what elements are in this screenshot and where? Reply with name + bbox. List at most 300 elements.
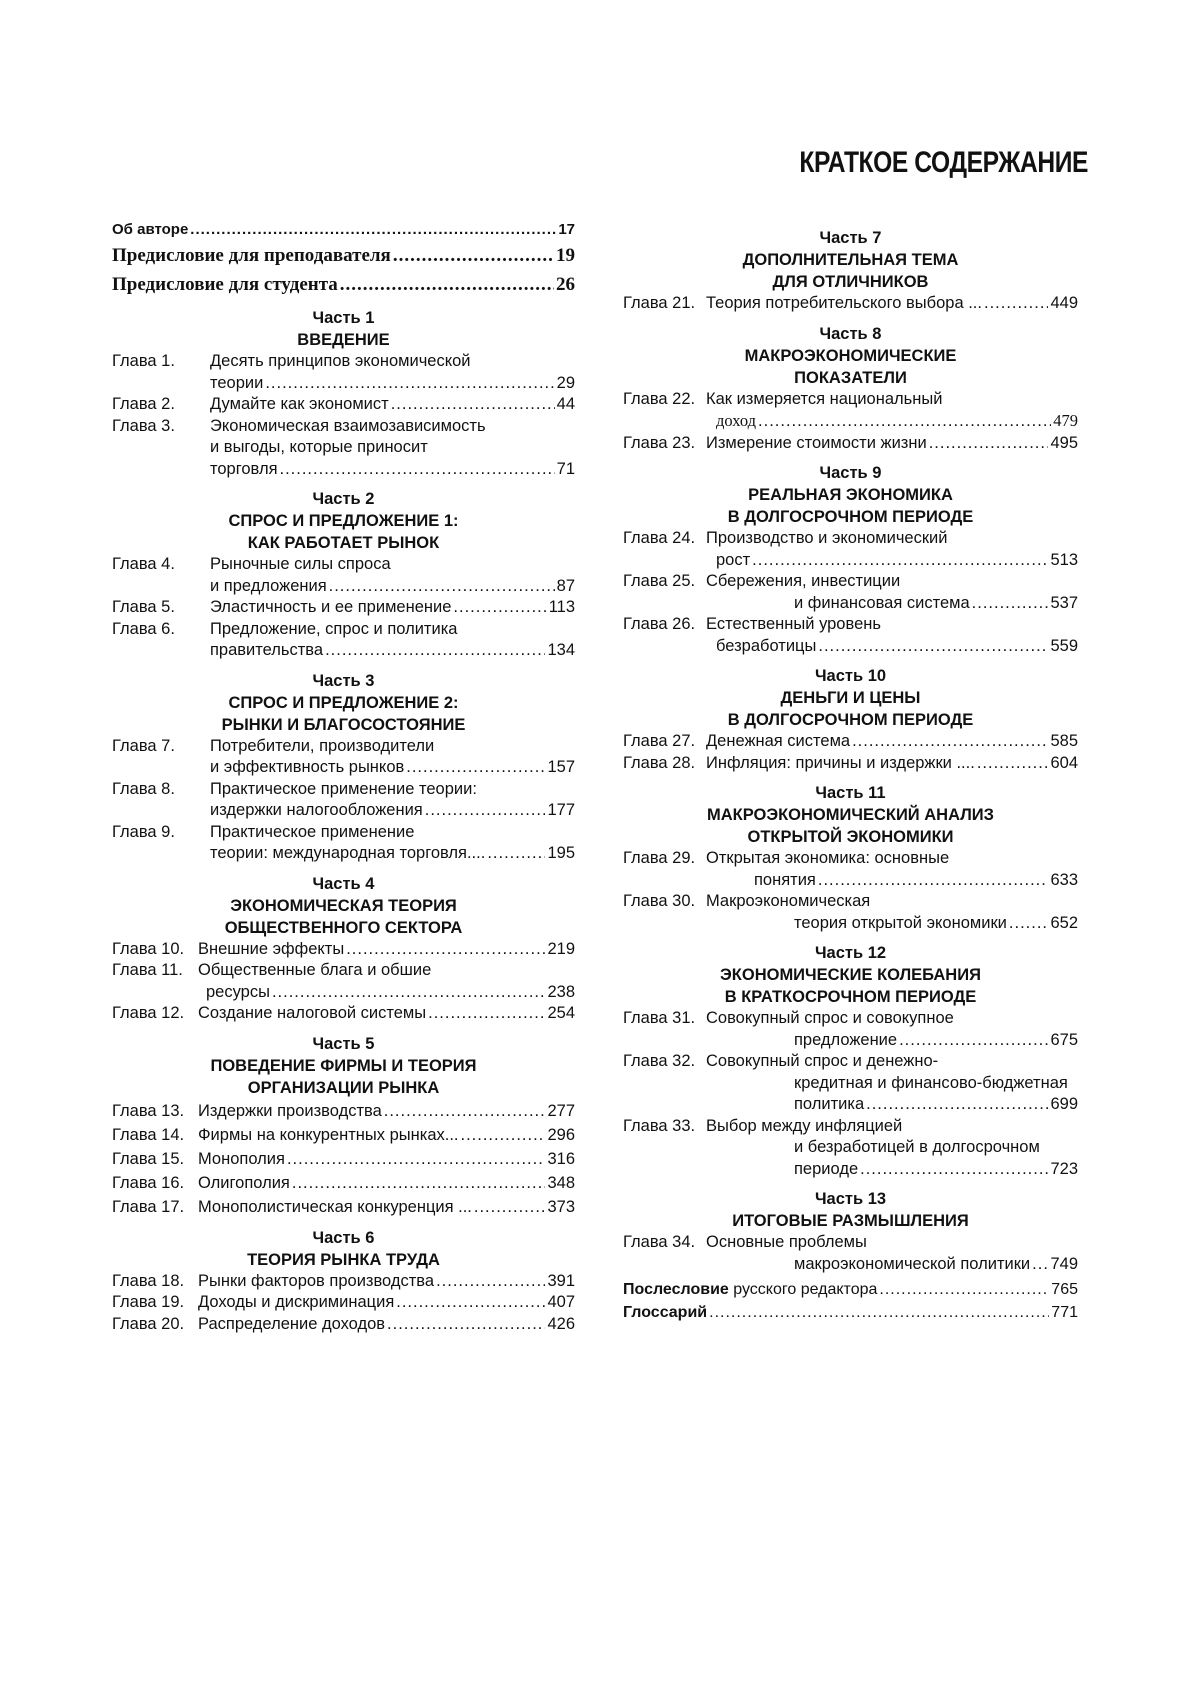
chapter-title: политика xyxy=(794,1095,865,1113)
chapter-title: и эффективность рынков xyxy=(210,758,405,776)
chapter-body xyxy=(198,1003,575,1025)
toc-entry-front[interactable] xyxy=(112,270,575,299)
toc-entry-front[interactable] xyxy=(112,241,575,270)
toc-line xyxy=(198,1195,575,1219)
chapter-title: Создание налоговой системы xyxy=(198,1004,427,1022)
part-title: КАК РАБОТАЕТ РЫНОК xyxy=(247,534,440,552)
toc-entry-chapter[interactable] xyxy=(112,554,575,597)
toc-entry-chapter[interactable] xyxy=(112,822,575,865)
page-number: 749 xyxy=(1050,1254,1078,1273)
part-number: Часть 13 xyxy=(814,1190,887,1208)
page-number: 316 xyxy=(547,1149,575,1168)
chapter-body xyxy=(706,433,1078,455)
chapter-body xyxy=(210,351,575,394)
chapter-number: Глава 7. xyxy=(112,736,175,755)
back-matter-label xyxy=(623,1278,877,1301)
page-number: 633 xyxy=(1050,870,1078,889)
chapter-number: Глава 25. xyxy=(623,572,696,590)
chapter-title: периоде xyxy=(794,1159,859,1178)
page-number: 26 xyxy=(556,274,575,295)
chapter-title: и выгоды, которые приносит xyxy=(210,438,428,456)
chapter-body xyxy=(706,528,1078,571)
part-heading xyxy=(112,488,575,554)
page-number: 219 xyxy=(547,939,575,958)
back-matter-bold: Послесловие xyxy=(623,1281,729,1298)
chapter-title: Производство и экономический xyxy=(706,529,948,547)
part-title: ИТОГОВЫЕ РАЗМЫШЛЕНИЯ xyxy=(732,1212,969,1230)
toc-column-left xyxy=(112,219,575,1335)
chapter-title: Распределение доходов xyxy=(198,1314,386,1333)
chapter-body xyxy=(210,554,575,597)
dot-leader xyxy=(461,1123,546,1147)
chapter-title: Практическое применение xyxy=(210,822,415,841)
toc-line xyxy=(198,960,575,982)
chapter-body xyxy=(198,1171,575,1195)
part-title: ОТКРЫТОЙ ЭКОНОМИКИ xyxy=(747,828,954,846)
chapter-title: Рынки факторов производства xyxy=(198,1271,435,1290)
chapter-number: Глава 29. xyxy=(623,849,696,867)
dot-leader xyxy=(292,1171,546,1195)
part-title: МАКРОЭКОНОМИЧЕСКИЕ xyxy=(744,346,957,365)
part-title: В ДОЛГОСРОЧНОМ ПЕРИОДЕ xyxy=(727,508,974,526)
toc-line xyxy=(210,373,575,395)
chapter-number: Глава 26. xyxy=(623,615,696,633)
chapter-number: Глава 10. xyxy=(112,939,185,958)
page-number: 296 xyxy=(547,1125,575,1144)
chapter-title: Доходы и дискриминация xyxy=(198,1293,395,1311)
chapter-body xyxy=(706,614,1078,657)
toc-line xyxy=(210,619,575,641)
dot-leader xyxy=(387,1314,545,1336)
chapter-title: ресурсы xyxy=(206,982,270,1001)
toc-line xyxy=(706,571,1078,593)
chapter-body xyxy=(198,1195,575,1219)
toc-entry-chapter[interactable] xyxy=(112,736,575,779)
toc-line xyxy=(198,1003,575,1025)
chapter-title: Измерение стоимости жизни xyxy=(706,433,927,452)
dot-leader xyxy=(818,870,1049,892)
toc-entry-chapter[interactable] xyxy=(623,848,1078,891)
toc-line xyxy=(706,1232,1078,1254)
toc-line xyxy=(210,736,575,758)
back-matter-rest: русского редактора xyxy=(728,1281,878,1298)
chapter-title: теория открытой экономики xyxy=(794,913,1007,932)
part-heading xyxy=(623,1188,1078,1232)
part-heading xyxy=(112,670,575,736)
toc-entry-chapter[interactable] xyxy=(112,351,575,394)
toc-entry-chapter[interactable] xyxy=(112,1271,575,1293)
toc-line xyxy=(706,1116,1078,1138)
page-number: 391 xyxy=(547,1271,575,1290)
part-title: ДОПОЛНИТЕЛЬНАЯ ТЕМА xyxy=(742,251,959,269)
toc-entry-back[interactable] xyxy=(623,1278,1078,1301)
chapter-title: Издержки производства xyxy=(198,1101,382,1120)
chapter-number: Глава 32. xyxy=(623,1052,696,1070)
chapter-body xyxy=(198,1147,575,1171)
toc-entry-chapter[interactable] xyxy=(623,528,1078,571)
chapter-number: Глава 22. xyxy=(623,389,696,408)
chapter-title: Основные проблемы xyxy=(706,1233,867,1251)
chapter-number: Глава 5. xyxy=(112,598,175,616)
part-heading xyxy=(112,307,575,351)
page-number: 373 xyxy=(547,1197,575,1216)
chapter-number: Глава 28. xyxy=(623,753,696,772)
page-number: 19 xyxy=(556,245,575,266)
dot-leader xyxy=(709,1301,1049,1324)
page-number: 765 xyxy=(1051,1281,1078,1298)
chapter-body xyxy=(210,416,575,481)
toc-line xyxy=(210,437,575,459)
toc-line xyxy=(210,459,575,481)
dot-leader xyxy=(1009,913,1049,935)
toc-entry-chapter[interactable] xyxy=(112,960,575,1003)
toc-entry-chapter[interactable] xyxy=(112,1292,575,1314)
part-heading xyxy=(623,462,1078,528)
toc-entry-chapter[interactable] xyxy=(623,1008,1078,1051)
toc-line xyxy=(198,1292,575,1314)
toc-entry-chapter[interactable] xyxy=(623,433,1078,455)
page-number: 513 xyxy=(1050,550,1078,569)
chapter-title: и безработицей в долгосрочном xyxy=(794,1138,1040,1156)
chapter-number: Глава 13. xyxy=(112,1101,185,1120)
chapter-title: предложение xyxy=(794,1030,898,1049)
chapter-number: Глава 12. xyxy=(112,1004,185,1022)
chapter-body xyxy=(210,779,575,822)
chapter-title: и финансовая система xyxy=(794,593,970,612)
toc-entry-chapter[interactable] xyxy=(112,597,575,619)
chapter-title: Экономическая взаимозависимость xyxy=(210,416,486,435)
toc-line xyxy=(198,939,575,961)
chapter-body xyxy=(198,960,575,1003)
toc-line xyxy=(706,1094,1078,1116)
dot-leader xyxy=(984,293,1048,315)
page-number: 585 xyxy=(1050,732,1078,750)
chapter-title: Как измеряется национальный xyxy=(706,389,943,408)
toc-entry-back[interactable] xyxy=(623,1301,1078,1324)
toc-entry-chapter[interactable] xyxy=(623,571,1078,614)
part-title: ТЕОРИЯ РЫНКА ТРУДА xyxy=(247,1250,440,1269)
toc-line xyxy=(210,554,575,576)
page-number: 604 xyxy=(1050,753,1078,772)
dot-leader xyxy=(384,1099,546,1123)
page-number: 407 xyxy=(547,1293,575,1311)
back-matter-label xyxy=(623,1301,707,1324)
chapter-number: Глава 23. xyxy=(623,433,696,452)
page-number: 771 xyxy=(1051,1304,1078,1321)
dot-leader xyxy=(329,576,555,598)
page-number: 87 xyxy=(556,576,575,595)
part-heading xyxy=(623,323,1078,389)
chapter-title: издержки налогообложения xyxy=(210,801,423,819)
toc-entry-chapter[interactable] xyxy=(112,939,575,961)
dot-leader xyxy=(272,982,546,1004)
toc-line xyxy=(706,1159,1078,1181)
chapter-number: Глава 11. xyxy=(112,961,183,979)
toc-entry-chapter[interactable] xyxy=(112,1003,575,1025)
chapter-number: Глава 8. xyxy=(112,779,175,798)
part-title: МАКРОЭКОНОМИЧЕСКИЙ АНАЛИЗ xyxy=(707,806,994,824)
page-number: 426 xyxy=(547,1314,575,1333)
chapter-number: Глава 30. xyxy=(623,892,696,910)
part-title: ДЛЯ ОТЛИЧНИКОВ xyxy=(772,273,929,291)
chapter-number: Глава 16. xyxy=(112,1173,185,1192)
chapter-number: Глава 2. xyxy=(112,395,175,413)
part-title: ЭКОНОМИЧЕСКИЕ КОЛЕБАНИЯ xyxy=(720,966,981,984)
toc-line xyxy=(198,1099,575,1123)
toc-entry-chapter[interactable] xyxy=(112,1123,575,1147)
part-number: Часть 3 xyxy=(312,671,375,690)
toc-entry-chapter[interactable] xyxy=(623,1051,1078,1116)
chapter-title: Денежная система xyxy=(706,732,851,750)
page-number: 449 xyxy=(1050,294,1078,312)
toc-entry-chapter[interactable] xyxy=(112,1171,575,1195)
dot-leader xyxy=(866,1094,1048,1116)
dot-leader xyxy=(977,753,1049,775)
page-number: 495 xyxy=(1050,433,1078,452)
toc-line xyxy=(198,1271,575,1293)
part-title: В КРАТКОСРОЧНОМ ПЕРИОДЕ xyxy=(724,988,977,1006)
dot-leader xyxy=(860,1159,1048,1181)
toc-entry-chapter[interactable] xyxy=(112,1099,575,1123)
chapter-title: Десять принципов экономической xyxy=(210,352,471,370)
part-title: РЕАЛЬНАЯ ЭКОНОМИКА xyxy=(748,486,953,504)
chapter-number: Глава 34. xyxy=(623,1233,696,1251)
chapter-body xyxy=(198,1292,575,1314)
toc-line xyxy=(210,779,575,801)
part-title: ПОКАЗАТЕЛИ xyxy=(794,368,907,387)
page-number: 699 xyxy=(1050,1095,1078,1113)
page-number: 652 xyxy=(1050,913,1078,932)
toc-entry-front[interactable] xyxy=(112,219,575,241)
toc-entry-chapter[interactable] xyxy=(623,614,1078,657)
chapter-title: торговля xyxy=(210,459,278,478)
chapter-number: Глава 27. xyxy=(623,732,696,750)
chapter-number: Глава 14. xyxy=(112,1125,185,1144)
page-number: 537 xyxy=(1050,593,1078,612)
toc-line xyxy=(706,1030,1078,1052)
toc-line xyxy=(706,1073,1078,1095)
chapter-body xyxy=(706,731,1078,753)
toc-entry-chapter[interactable] xyxy=(112,1195,575,1219)
part-number: Часть 2 xyxy=(312,490,375,508)
toc-line xyxy=(706,1137,1078,1159)
page-number: 44 xyxy=(556,395,575,413)
dot-leader xyxy=(346,939,545,961)
part-title: В ДОЛГОСРОЧНОМ ПЕРИОДЕ xyxy=(727,711,974,729)
toc-entry-chapter[interactable] xyxy=(112,779,575,822)
page-number: 675 xyxy=(1050,1030,1078,1049)
dot-leader xyxy=(396,1292,545,1314)
page-number: 559 xyxy=(1050,636,1078,655)
chapter-body xyxy=(706,571,1078,614)
part-title: ВВЕДЕНИЕ xyxy=(297,331,390,349)
page-number: 348 xyxy=(547,1173,575,1192)
chapter-body xyxy=(706,891,1078,934)
part-title: ДЕНЬГИ И ЦЕНЫ xyxy=(780,689,921,707)
toc-line xyxy=(706,913,1078,935)
toc-line xyxy=(210,351,575,373)
dot-leader xyxy=(879,1278,1049,1301)
chapter-title: Рыночные силы спроса xyxy=(210,555,391,573)
part-number: Часть 9 xyxy=(819,464,882,482)
chapter-body xyxy=(198,1099,575,1123)
dot-leader xyxy=(406,757,545,779)
toc-line xyxy=(706,433,1078,455)
chapter-body xyxy=(706,1008,1078,1051)
dot-leader xyxy=(190,219,556,241)
chapter-title: Выбор между инфляцией xyxy=(706,1116,903,1135)
dot-leader xyxy=(436,1271,545,1293)
chapter-number: Глава 3. xyxy=(112,416,175,435)
toc-entry-chapter[interactable] xyxy=(623,891,1078,934)
part-heading xyxy=(112,1033,575,1099)
part-number: Часть 12 xyxy=(814,944,887,962)
page-number: 254 xyxy=(547,1004,575,1022)
chapter-body xyxy=(210,822,575,865)
part-heading xyxy=(623,782,1078,848)
toc-line xyxy=(706,389,1078,411)
toc-entry-chapter[interactable] xyxy=(112,416,575,481)
toc-line xyxy=(706,1254,1078,1276)
part-title: СПРОС И ПРЕДЛОЖЕНИЕ 2: xyxy=(228,693,459,712)
toc-line xyxy=(706,528,1078,550)
page-number: 195 xyxy=(547,844,575,862)
toc-line xyxy=(198,1147,575,1171)
dot-leader xyxy=(758,411,1051,433)
dot-leader xyxy=(474,1195,546,1219)
toc-line xyxy=(210,757,575,779)
toc-line xyxy=(210,597,575,619)
chapter-body xyxy=(198,1271,575,1293)
chapter-body xyxy=(706,389,1078,433)
dot-leader xyxy=(752,550,1048,572)
dot-leader xyxy=(1032,1254,1048,1276)
dot-leader xyxy=(325,640,545,662)
chapter-body xyxy=(706,753,1078,775)
chapter-title: Монополия xyxy=(198,1149,285,1168)
toc-line xyxy=(706,636,1078,658)
page-number: 238 xyxy=(547,982,575,1001)
part-number: Часть 11 xyxy=(815,784,886,802)
chapter-title: Совокупный спрос и денежно- xyxy=(706,1052,939,1070)
part-number: Часть 6 xyxy=(312,1228,375,1247)
page-title: КРАТКОЕ СОДЕРЖАНИЕ xyxy=(799,146,1088,179)
toc-entry-chapter[interactable] xyxy=(112,1147,575,1171)
chapter-title: и предложения xyxy=(210,576,327,595)
toc-line xyxy=(706,870,1078,892)
part-number: Часть 4 xyxy=(312,874,375,893)
chapter-body xyxy=(706,293,1078,315)
page-number: 479 xyxy=(1053,411,1078,430)
toc-entry-chapter[interactable] xyxy=(623,389,1078,433)
chapter-title: теории: международная торговля.... xyxy=(210,844,486,862)
toc-entry-chapter[interactable] xyxy=(623,293,1078,315)
page-number: 723 xyxy=(1050,1159,1078,1178)
toc-entry-chapter[interactable] xyxy=(112,619,575,662)
dot-leader xyxy=(265,373,554,395)
toc-line xyxy=(706,731,1078,753)
toc-line xyxy=(210,394,575,416)
chapter-number: Глава 20. xyxy=(112,1314,185,1333)
toc-entry-chapter[interactable] xyxy=(112,394,575,416)
chapter-number: Глава 17. xyxy=(112,1197,185,1216)
toc-entry-chapter[interactable] xyxy=(623,731,1078,753)
part-title: ОРГАНИЗАЦИИ РЫНКА xyxy=(247,1078,440,1097)
part-number: Часть 7 xyxy=(819,229,882,247)
part-number: Часть 5 xyxy=(312,1034,375,1053)
chapter-title: Монополистическая конкуренция ... xyxy=(198,1197,472,1216)
chapter-number: Глава 31. xyxy=(623,1009,696,1027)
chapter-number: Глава 19. xyxy=(112,1293,185,1311)
part-title: СПРОС И ПРЕДЛОЖЕНИЕ 1: xyxy=(228,512,459,530)
back-matter-bold: Глоссарий xyxy=(623,1304,708,1321)
chapter-number: Глава 1. xyxy=(112,352,175,370)
chapter-title: Макроэкономическая xyxy=(706,892,871,910)
chapter-title: теории xyxy=(210,373,264,392)
toc-entry-chapter[interactable] xyxy=(112,1314,575,1336)
dot-leader xyxy=(428,1003,545,1025)
chapter-title: Естественный уровень xyxy=(706,615,881,633)
toc-line xyxy=(210,640,575,662)
toc-line xyxy=(706,1008,1078,1030)
page-number: 17 xyxy=(558,221,575,238)
part-heading xyxy=(623,227,1078,293)
page-number: 113 xyxy=(548,598,575,616)
dot-leader xyxy=(453,597,546,619)
front-matter-label: Предисловие для преподавателя xyxy=(112,245,391,266)
chapter-number: Глава 15. xyxy=(112,1149,185,1168)
dot-leader xyxy=(280,459,555,481)
chapter-title: Предложение, спрос и политика xyxy=(210,619,458,638)
chapter-body xyxy=(210,597,575,619)
chapter-body xyxy=(706,1232,1078,1275)
toc-line xyxy=(706,293,1078,315)
chapter-title: Сбережения, инвестиции xyxy=(706,572,901,590)
dot-leader xyxy=(972,593,1049,615)
dot-leader xyxy=(818,636,1048,658)
toc-line xyxy=(706,550,1078,572)
toc-line xyxy=(210,416,575,438)
dot-leader xyxy=(391,394,555,416)
toc-line xyxy=(706,848,1078,870)
chapter-title: Практическое применение теории: xyxy=(210,779,477,798)
page-number: 134 xyxy=(547,641,575,659)
chapter-title: безработицы xyxy=(716,636,817,655)
chapter-title: Потребители, производители xyxy=(210,736,435,755)
dot-leader xyxy=(852,731,1048,753)
chapter-title: понятия xyxy=(754,870,816,889)
toc-entry-chapter[interactable] xyxy=(623,1232,1078,1275)
toc-line xyxy=(706,614,1078,636)
chapter-title: Теория потребительского выбора ... xyxy=(706,294,982,312)
front-matter-label: Предисловие для студента xyxy=(112,274,338,295)
part-title: ОБЩЕСТВЕННОГО СЕКТОРА xyxy=(224,918,463,937)
toc-line xyxy=(706,1051,1078,1073)
chapter-body xyxy=(706,1051,1078,1116)
toc-entry-chapter[interactable] xyxy=(623,1116,1078,1181)
chapter-title: макроэкономической политики xyxy=(794,1254,1031,1273)
chapter-title: Инфляция: причины и издержки .... xyxy=(706,753,975,772)
part-number: Часть 10 xyxy=(814,667,887,685)
chapter-title: Открытая экономика: основные xyxy=(706,849,950,867)
toc-entry-chapter[interactable] xyxy=(623,753,1078,775)
chapter-body xyxy=(198,1314,575,1336)
dot-leader xyxy=(287,1147,546,1171)
chapter-title: доход xyxy=(716,411,757,430)
part-title: ПОВЕДЕНИЕ ФИРМЫ И ТЕОРИЯ xyxy=(210,1056,477,1075)
part-heading xyxy=(623,942,1078,1008)
part-number: Часть 8 xyxy=(819,324,882,343)
